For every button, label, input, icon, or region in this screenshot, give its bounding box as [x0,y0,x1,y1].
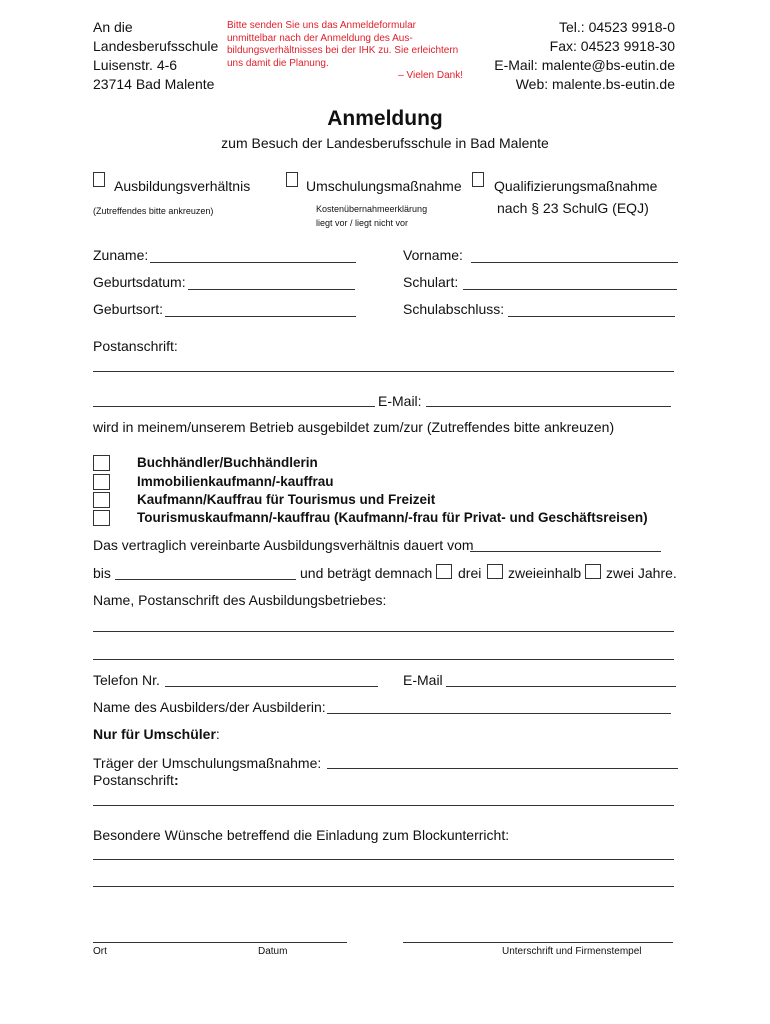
zuname-field[interactable] [150,262,356,263]
telefon-field[interactable] [165,686,378,687]
qualifizierung-label: Qualifizierungsmaßnahme [494,178,658,194]
umschueler-heading-text: Nur für Umschüler [93,726,216,742]
umschueler-postanschrift-text: Postanschrift [93,772,174,788]
duration-zwei-label: zwei Jahre. [606,565,677,581]
ausbildung-checkbox[interactable] [93,172,105,187]
contact-web: Web: malente.bs-eutin.de [515,76,675,92]
address-line: An die [93,19,133,35]
schulart-field[interactable] [463,289,677,290]
umschueler-postanschrift-colon: : [173,772,179,788]
contact-fax: Fax: 04523 9918-30 [549,38,675,54]
ausbildung-hint: (Zutreffendes bitte ankreuzen) [93,206,214,216]
duration-text: Das vertraglich vereinbarte Ausbildungsverhältnis dauert vom [93,537,474,553]
umschueler-heading-colon: : [215,726,220,742]
vorname-label: Vorname: [403,247,463,263]
page-subtitle: zum Besuch der Landesberufsschule in Bad Malente [221,135,549,151]
umschueler-heading [93,725,220,744]
contact-phone: Tel.: 04523 9918-0 [559,19,675,35]
submission-note-text: Bitte senden Sie uns das Anmeldeformular unmittelbar nach der Anmeldung des Aus-bildungsverhältnisses bei der IHK zu. Sie erleichtern uns damit die Planung. [227,20,459,69]
ausbilder-label: Name des Ausbilders/der Ausbilderin: [93,699,326,715]
occupation-checkbox-buchhaendler[interactable] [93,455,110,471]
duration-zweieinhalb-label: zweieinhalb [508,565,582,581]
duration-bis-label: bis [93,565,111,581]
occupation-checkbox-immobilien[interactable] [93,474,110,490]
school-contact [494,18,675,94]
postanschrift-field[interactable] [93,371,674,372]
betrieb-address-field[interactable] [93,631,674,632]
betrieb-name-label: Name, Postanschrift des Ausbildungsbetriebes: [93,592,387,608]
umschulung-hint: Kostenübernahmeerklärung [316,204,428,214]
ausbildung-label: Ausbildungsverhältnis [114,178,251,194]
umschueler-postanschrift-field[interactable] [93,805,674,806]
submission-note-thanks: – Vielen Dank! [398,70,463,81]
schulabschluss-label: Schulabschluss: [403,301,505,317]
contact-email: E-Mail: malente@bs-eutin.de [494,57,675,73]
betrieb-email-field[interactable] [446,686,676,687]
vorname-field[interactable] [471,262,678,263]
umschulung-hint-status: liegt vor / liegt nicht vor [316,218,409,228]
betrieb-intro: wird in meinem/unserem Betrieb ausgebildet zum/zur (Zutreffendes bitte ankreuzen) [93,419,615,435]
geburtsdatum-field[interactable] [188,289,355,290]
submission-note [227,20,463,83]
occupation-label: Buchhändler/Buchhändlerin [137,455,318,470]
occupation-label: Immobilienkaufmann/-kauffrau [137,474,334,489]
geburtsort-label: Geburtsort: [93,301,164,317]
betrieb-email-label: E-Mail [403,672,443,688]
start-date-field[interactable] [470,551,661,552]
occupation-label: Kaufmann/Kauffrau für Tourismus und Freizeit [137,492,436,507]
zuname-label: Zuname: [93,247,149,263]
unterschrift-field[interactable] [403,942,673,943]
traeger-label: Träger der Umschulungsmaßnahme: [93,755,322,771]
end-date-field[interactable] [115,579,296,580]
wuensche-field[interactable] [93,886,674,887]
duration-zwei-checkbox[interactable] [585,564,601,579]
geburtsort-field[interactable] [165,316,356,317]
duration-zweieinhalb-checkbox[interactable] [487,564,503,579]
wuensche-field[interactable] [93,859,674,860]
email-field[interactable] [426,406,671,407]
duration-drei-label: drei [458,565,482,581]
ort-datum-field[interactable] [93,942,347,943]
wuensche-label: Besondere Wünsche betreffend die Einladung zum Blockunterricht: [93,827,510,843]
duration-betraegt-label: und beträgt demnach [300,565,433,581]
occupation-checkbox-tourismus-freizeit[interactable] [93,492,110,508]
address-continuation-field[interactable] [93,406,375,407]
address-line: 23714 Bad Malente [93,76,215,92]
address-line: Landesberufsschule [93,38,219,54]
ort-label: Ort [93,946,107,957]
page-title: Anmeldung [327,107,443,130]
occupation-checkbox-tourismuskaufmann[interactable] [93,510,110,526]
traeger-field[interactable] [327,768,678,769]
umschulung-label: Umschulungsmaßnahme [306,178,462,194]
geburtsdatum-label: Geburtsdatum: [93,274,186,290]
postanschrift-label: Postanschrift: [93,338,178,354]
schulabschluss-field[interactable] [508,316,675,317]
betrieb-address-field[interactable] [93,659,674,660]
umschueler-postanschrift-label [93,771,179,790]
email-label: E-Mail: [378,393,422,409]
unterschrift-label: Unterschrift und Firmenstempel [502,946,642,957]
umschulung-checkbox[interactable] [286,172,298,187]
qualifizierung-sub: nach § 23 SchulG (EQJ) [497,200,649,216]
occupation-label: Tourismuskaufmann/-kauffrau (Kaufmann/-frau für Privat- und Geschäftsreisen) [137,510,648,525]
datum-label: Datum [258,946,288,957]
address-line: Luisenstr. 4-6 [93,57,178,73]
qualifizierung-checkbox[interactable] [472,172,484,187]
duration-drei-checkbox[interactable] [436,564,452,579]
recipient-address [93,18,218,94]
ausbilder-field[interactable] [327,713,671,714]
schulart-label: Schulart: [403,274,459,290]
telefon-label: Telefon Nr. [93,672,160,688]
